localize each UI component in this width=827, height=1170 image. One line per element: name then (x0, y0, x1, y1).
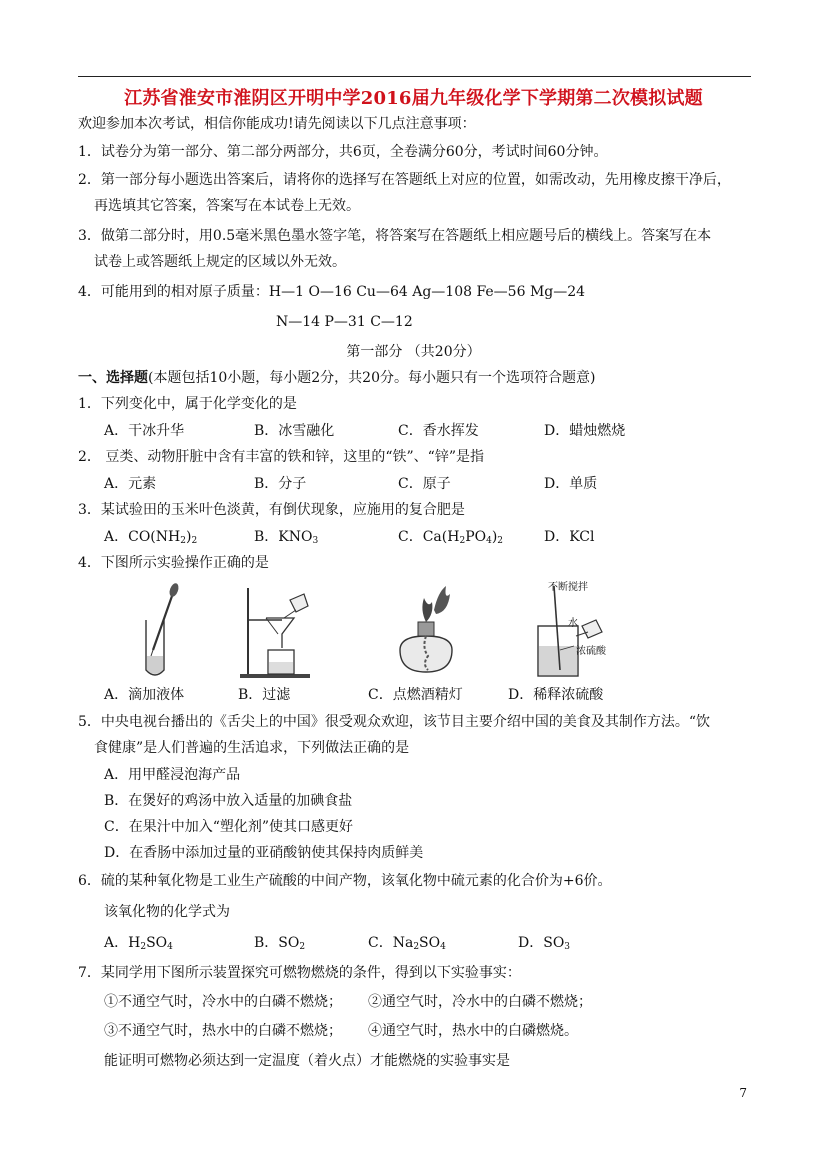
q4-option-a: A．滴加液体 (104, 687, 185, 703)
q6-option-c: C．$Na_2SO_4$ (368, 935, 446, 952)
fig-d-label-acid: 浓硫酸 (576, 646, 606, 657)
alcohol-lamp-figure (386, 580, 466, 680)
note-3a: 3．做第二部分时，用0.5毫米黑色墨水签字笔，将答案写在答题纸上相应题号后的横线上。答案写在本 (78, 228, 712, 244)
q4-option-b: B．过滤 (238, 687, 291, 703)
note-4b: N—14 P—31 C—12 (276, 314, 413, 330)
q1-option-b: B．冰雪融化 (254, 423, 335, 439)
header-rule (78, 76, 751, 77)
q7-fact-2: ②通空气时，冷水中的白磷不燃烧； (368, 994, 592, 1010)
section1-label: 一、选择题 (78, 370, 148, 386)
q7-stem: 7．某同学用下图所示装置探究可燃物燃烧的条件，得到以下实验事实： (78, 965, 521, 981)
q1-stem: 1．下列变化中，属于化学变化的是 (78, 396, 297, 412)
q3-option-b: B．$KNO_3$ (254, 529, 319, 546)
q1-option-c: C．香水挥发 (398, 423, 479, 439)
q4-figures (100, 580, 660, 690)
q3-option-c: C．$Ca(H_2PO_4)_2$ (398, 529, 504, 546)
q5-stem-line2: 食健康”是人们普遍的生活追求，下列做法正确的是 (94, 740, 410, 756)
q4-option-d: D．稀释浓硫酸 (508, 687, 604, 703)
note-3b: 试卷上或答题纸上规定的区域以外无效。 (94, 254, 346, 270)
q5-option-d: D．在香肠中添加过量的亚硝酸钠使其保持肉质鲜美 (104, 845, 424, 861)
q4-stem: 4．下图所示实验操作正确的是 (78, 555, 269, 571)
q6-option-b: B．$SO_2$ (254, 935, 306, 952)
q4-option-c: C．点燃酒精灯 (368, 687, 463, 703)
q5-option-c: C．在果汁中加入“塑化剂”使其口感更好 (104, 819, 354, 835)
q6-option-d: D．$SO_3$ (518, 935, 571, 952)
note-4a: 4．可能用到的相对原子质量：H—1 O—16 Cu—64 Ag—108 Fe—56 Mg—24 (78, 284, 586, 300)
q5-stem-line1: 5．中央电视台播出的《舌尖上的中国》很受观众欢迎，该节目主要介绍中国的美食及其制作方法。“饮 (78, 714, 711, 730)
q2-option-c: C．原子 (398, 476, 451, 492)
fig-d-label-water: 水 (568, 618, 578, 629)
q1-option-d: D．蜡烛燃烧 (544, 423, 626, 439)
filtration-figure (238, 580, 318, 680)
part1-heading: 第一部分 （共20分） (346, 344, 481, 360)
note-2b: 再选填其它答案，答案写在本试卷上无效。 (94, 198, 360, 214)
page-number: 7 (739, 1086, 747, 1100)
section1-heading (78, 368, 595, 388)
q7-fact-4: ④通空气时，热水中的白磷燃烧。 (368, 1023, 578, 1039)
q5-option-a: A．用甲醛浸泡海产品 (104, 767, 241, 783)
section1-desc: (本题包括10小题，每小题2分，共20分。每小题只有一个选项符合题意) (148, 370, 596, 386)
intro-text: 欢迎参加本次考试，相信你能成功!请先阅读以下几点注意事项： (78, 116, 476, 132)
q7-fact-1: ①不通空气时，冷水中的白磷不燃烧； (104, 994, 342, 1010)
q7-question: 能证明可燃物必须达到一定温度（着火点）才能燃烧的实验事实是 (104, 1053, 510, 1069)
note-1: 1．试卷分为第一部分、第二部分两部分，共6页，全卷满分60分，考试时间60分钟。 (78, 144, 608, 160)
q2-option-d: D．单质 (544, 476, 598, 492)
q1-option-a: A．干冰升华 (104, 423, 185, 439)
fig-d-label-stir: 不断搅拌 (548, 582, 588, 593)
q5-option-b: B．在煲好的鸡汤中放入适量的加碘食盐 (104, 793, 353, 809)
exam-title: 江苏省淮安市淮阴区开明中学2016届九年级化学下学期第二次模拟试题 (124, 88, 703, 109)
q3-stem: 3．某试验田的玉米叶色淡黄，有倒伏现象，应施用的复合肥是 (78, 502, 465, 518)
q2-option-b: B．分子 (254, 476, 307, 492)
q6-stem-line2: 该氧化物的化学式为 (104, 904, 230, 920)
q2-stem: 2． 豆类、动物肝脏中含有丰富的铁和锌，这里的“铁”、“锌”是指 (78, 449, 484, 465)
q2-option-a: A．元素 (104, 476, 157, 492)
q7-fact-3: ③不通空气时，热水中的白磷不燃烧； (104, 1023, 342, 1039)
note-2a: 2．第一部分每小题选出答案后，请将你的选择写在答题纸上对应的位置，如需改动，先用橡皮擦干净后， (78, 172, 731, 188)
q3-option-d: D．KCl (544, 529, 595, 545)
q6-option-a: A．$H_2SO_4$ (104, 935, 173, 952)
q6-stem-line1: 6．硫的某种氧化物是工业生产硫酸的中间产物，该氧化物中硫元素的化合价为+6价。 (78, 873, 612, 889)
test-tube-dropper-figure (132, 580, 182, 680)
q3-option-a: A．$CO(NH_2)_2$ (104, 529, 198, 546)
